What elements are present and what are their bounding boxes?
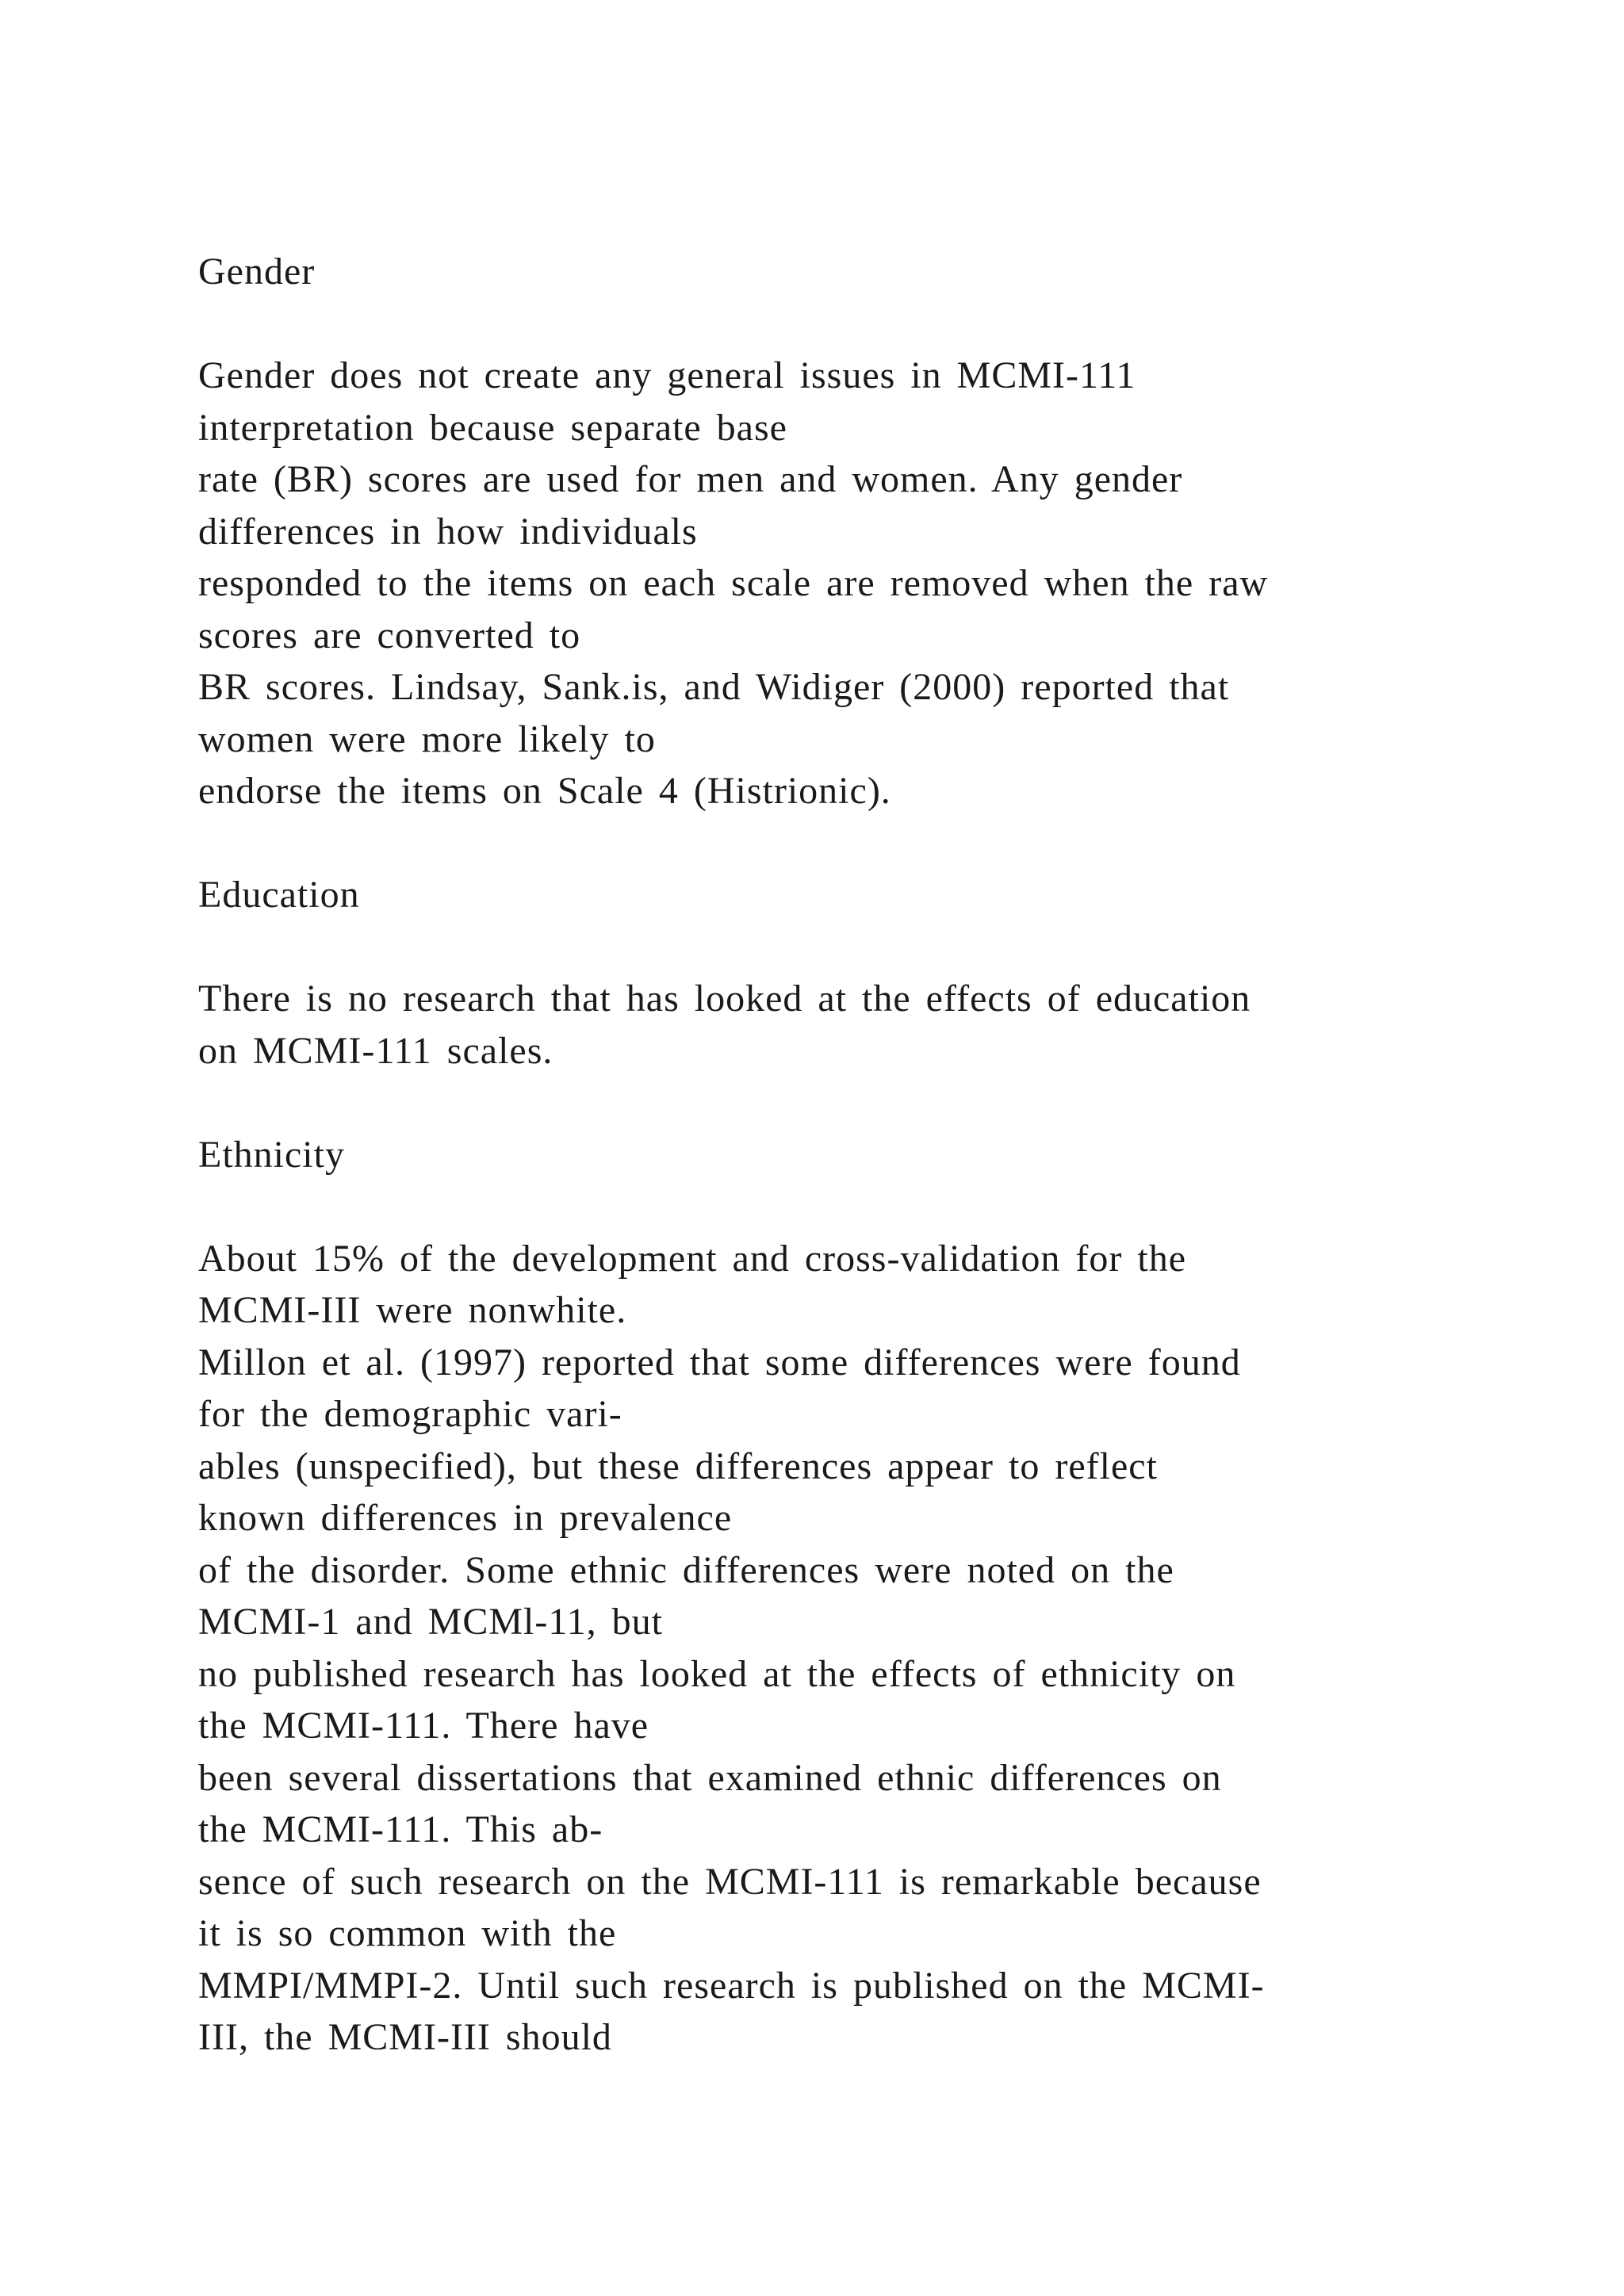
ethnicity-text-line: known differences in prevalence	[198, 1497, 733, 1539]
ethnicity-text-line: MCMI-1 and MCMl-11, but	[198, 1601, 663, 1643]
gender-text-line: BR scores. Lindsay, Sank.is, and Widiger (2000) reported that	[198, 666, 1230, 708]
gender-text-line: endorse the items on Scale 4 (Histrionic).	[198, 770, 891, 812]
gender-text-line: responded to the items on each scale are removed when the raw	[198, 562, 1269, 604]
ethnicity-text-line: for the demographic vari-	[198, 1393, 622, 1435]
ethnicity-text-line: MCMI-III were nonwhite.	[198, 1289, 627, 1331]
paragraph-gap	[198, 817, 1435, 870]
ethnicity-text-line: sence of such research on the MCMI-111 is remarkable because	[198, 1860, 1262, 1903]
gender-text-line: scores are converted to	[198, 614, 581, 656]
ethnicity-text-line: the MCMI-111. There have	[198, 1705, 649, 1747]
gender-text-line: interpretation because separate base	[198, 406, 787, 449]
ethnicity-text-line: About 15% of the development and cross-validation for the	[198, 1237, 1187, 1280]
paragraph-gap	[198, 1181, 1435, 1233]
ethnicity-text-line: no published research has looked at the effects of ethnicity on	[198, 1652, 1236, 1695]
ethnicity-text-line: Millon et al. (1997) reported that some differences were found	[198, 1341, 1241, 1383]
ethnicity-text-line: it is so common with the	[198, 1912, 617, 1954]
gender-text-line: rate (BR) scores are used for men and women. Any gender	[198, 458, 1183, 500]
gender-text-line: women were more likely to	[198, 718, 656, 760]
ethnicity-text-line: the MCMI-111. This ab-	[198, 1808, 603, 1850]
document-body	[198, 246, 1435, 2064]
ethnicity-text-line: of the disorder. Some ethnic differences were noted on the	[198, 1548, 1174, 1591]
ethnicity-text-line: III, the MCMI-III should	[198, 2016, 612, 2058]
education-text-line: There is no research that has looked at the effects of education	[198, 978, 1251, 1020]
paragraph-gap	[198, 1077, 1435, 1129]
paragraph-gap	[198, 921, 1435, 974]
paragraph-gap	[198, 298, 1435, 350]
education-text-line: on MCMI-111 scales.	[198, 1029, 553, 1072]
section-heading-ethnicity: Ethnicity	[198, 1133, 345, 1176]
ethnicity-text-line: been several dissertations that examined ethnic differences on	[198, 1756, 1222, 1799]
gender-text-line: differences in how individuals	[198, 510, 698, 553]
section-heading-education: Education	[198, 874, 360, 916]
gender-text-line: Gender does not create any general issues in MCMI-111	[198, 354, 1136, 396]
ethnicity-text-line: ables (unspecified), but these differences appear to reflect	[198, 1445, 1158, 1487]
section-heading-gender: Gender	[198, 251, 316, 293]
ethnicity-text-line: MMPI/MMPI-2. Until such research is published on the MCMI-	[198, 1964, 1265, 2007]
